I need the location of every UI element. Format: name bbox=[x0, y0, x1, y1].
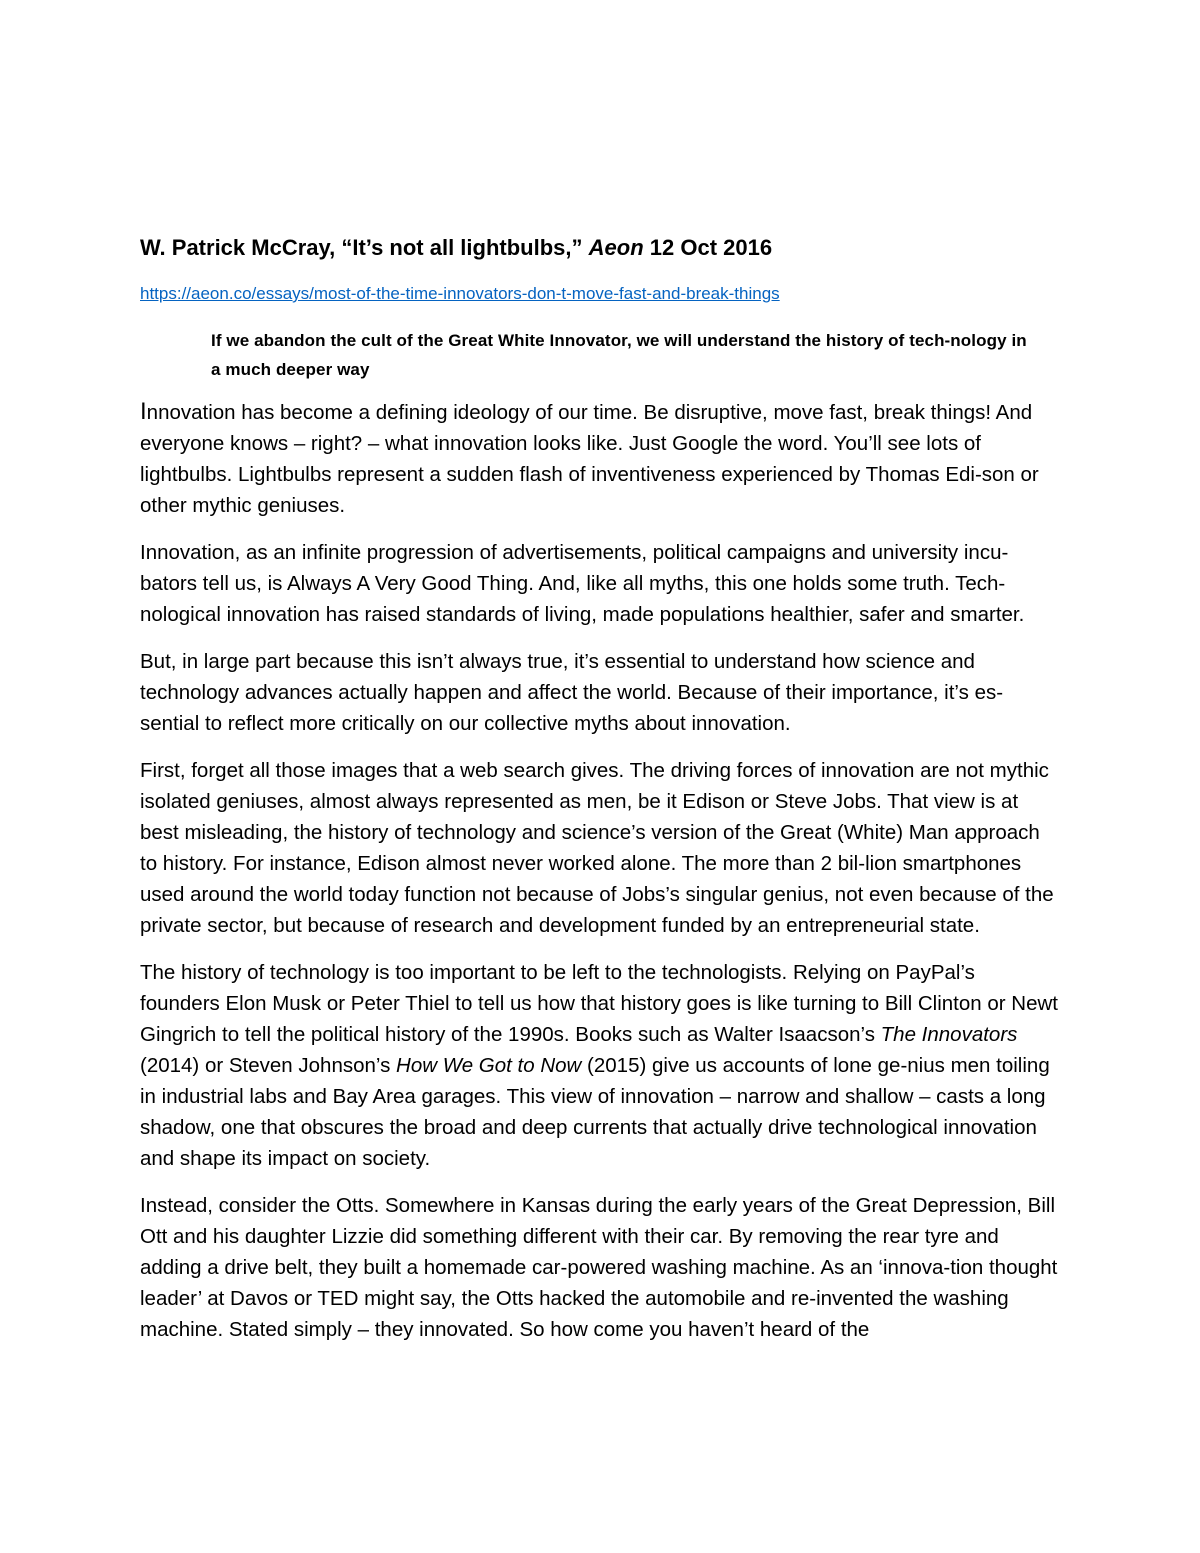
paragraph-4: First, forget all those images that a web search gives. The driving forces of innovation are not mythic isolated geniuses, almost always represented as men, be it Edison or Steve Jobs. That view is at best misleading, the history of technology and science’s version of the Great (White) Man approach to history. For instance, Edison almost never worked alone. The more than 2 bil-lion smartphones used around the world today function not because of Jobs’s singular genius, not even because of the private sector, but because of research and development funded by an entrepreneurial state. bbox=[140, 759, 1054, 937]
paragraph-5 bbox=[140, 957, 1058, 1174]
title-author: W. Patrick McCray, “It’s not all lightbulbs,” bbox=[140, 235, 583, 260]
title-journal: Aeon bbox=[588, 235, 644, 260]
paragraph-5-part-b: (2014) or Steven Johnson’s bbox=[140, 1054, 397, 1077]
paragraph-1-text: nnovation has become a defining ideology of our time. Be disruptive, move fast, break things! And everyone knows – right? – what innovation looks like. Just Google the word. You’ll see lots of lightbulbs. Lightbulbs represent a sudden flash of inventiveness experienced by Thomas Edi-son or other mythic geniuses. bbox=[140, 401, 1039, 517]
paragraph-5-part-c: (2015) give us accounts of lone ge-nius men toiling in industrial labs and Bay Area garages. This view of innovation – narrow and shallow – casts a long shadow, one that obscures the broad and deep currents that actually drive technological innovation and shape its impact on society. bbox=[140, 1054, 1050, 1170]
book-title-how-we-got-to-now: How We Got to Now bbox=[396, 1054, 582, 1077]
paragraph-2: Innovation, as an infinite progression of advertisements, political campaigns and university incu-bators tell us, is Always A Very Good Thing. And, like all myths, this one holds some truth. Tech-nological innovation has raised standards of living, made populations healthier, safer and smarter. bbox=[140, 541, 1025, 626]
paragraph-3: But, in large part because this isn’t always true, it’s essential to understand how science and technology advances actually happen and affect the world. Because of their importance, it’s es-sential to reflect more critically on our collective myths about innovation. bbox=[140, 650, 1004, 735]
paragraph-5-part-a: The history of technology is too important to be left to the technologists. Relying on PayPal’s founders Elon Musk or Peter Thiel to tell us how that history goes is like turning to Bill Clinton or Newt Gingrich to tell the political history of the 1990s. Books such as Walter Isaacson’s bbox=[140, 961, 1058, 1046]
title-date: 12 Oct 2016 bbox=[649, 235, 773, 260]
article-title bbox=[140, 232, 1080, 264]
paragraph-6: Instead, consider the Otts. Somewhere in Kansas during the early years of the Great Depression, Bill Ott and his daughter Lizzie did something different with their car. By removing the rear tyre and adding a drive belt, they built a homemade car-powered washing machine. As an ‘innova-tion thought leader’ at Davos or TED might say, the Otts hacked the automobile and re-invented the washing machine. Stated simply – they innovated. So how come you haven’t heard of the bbox=[140, 1194, 1058, 1341]
article-body bbox=[140, 396, 1058, 1361]
book-title-innovators: The Innovators bbox=[880, 1023, 1018, 1046]
article-subtitle: If we abandon the cult of the Great White Innovator, we will understand the history of tech-nology in a much deeper way bbox=[211, 331, 1027, 379]
initial-letter: I bbox=[140, 398, 147, 425]
article-url-link[interactable]: https://aeon.co/essays/most-of-the-time-innovators-don-t-move-fast-and-break-things bbox=[140, 284, 780, 303]
paragraph-1 bbox=[140, 396, 1058, 521]
